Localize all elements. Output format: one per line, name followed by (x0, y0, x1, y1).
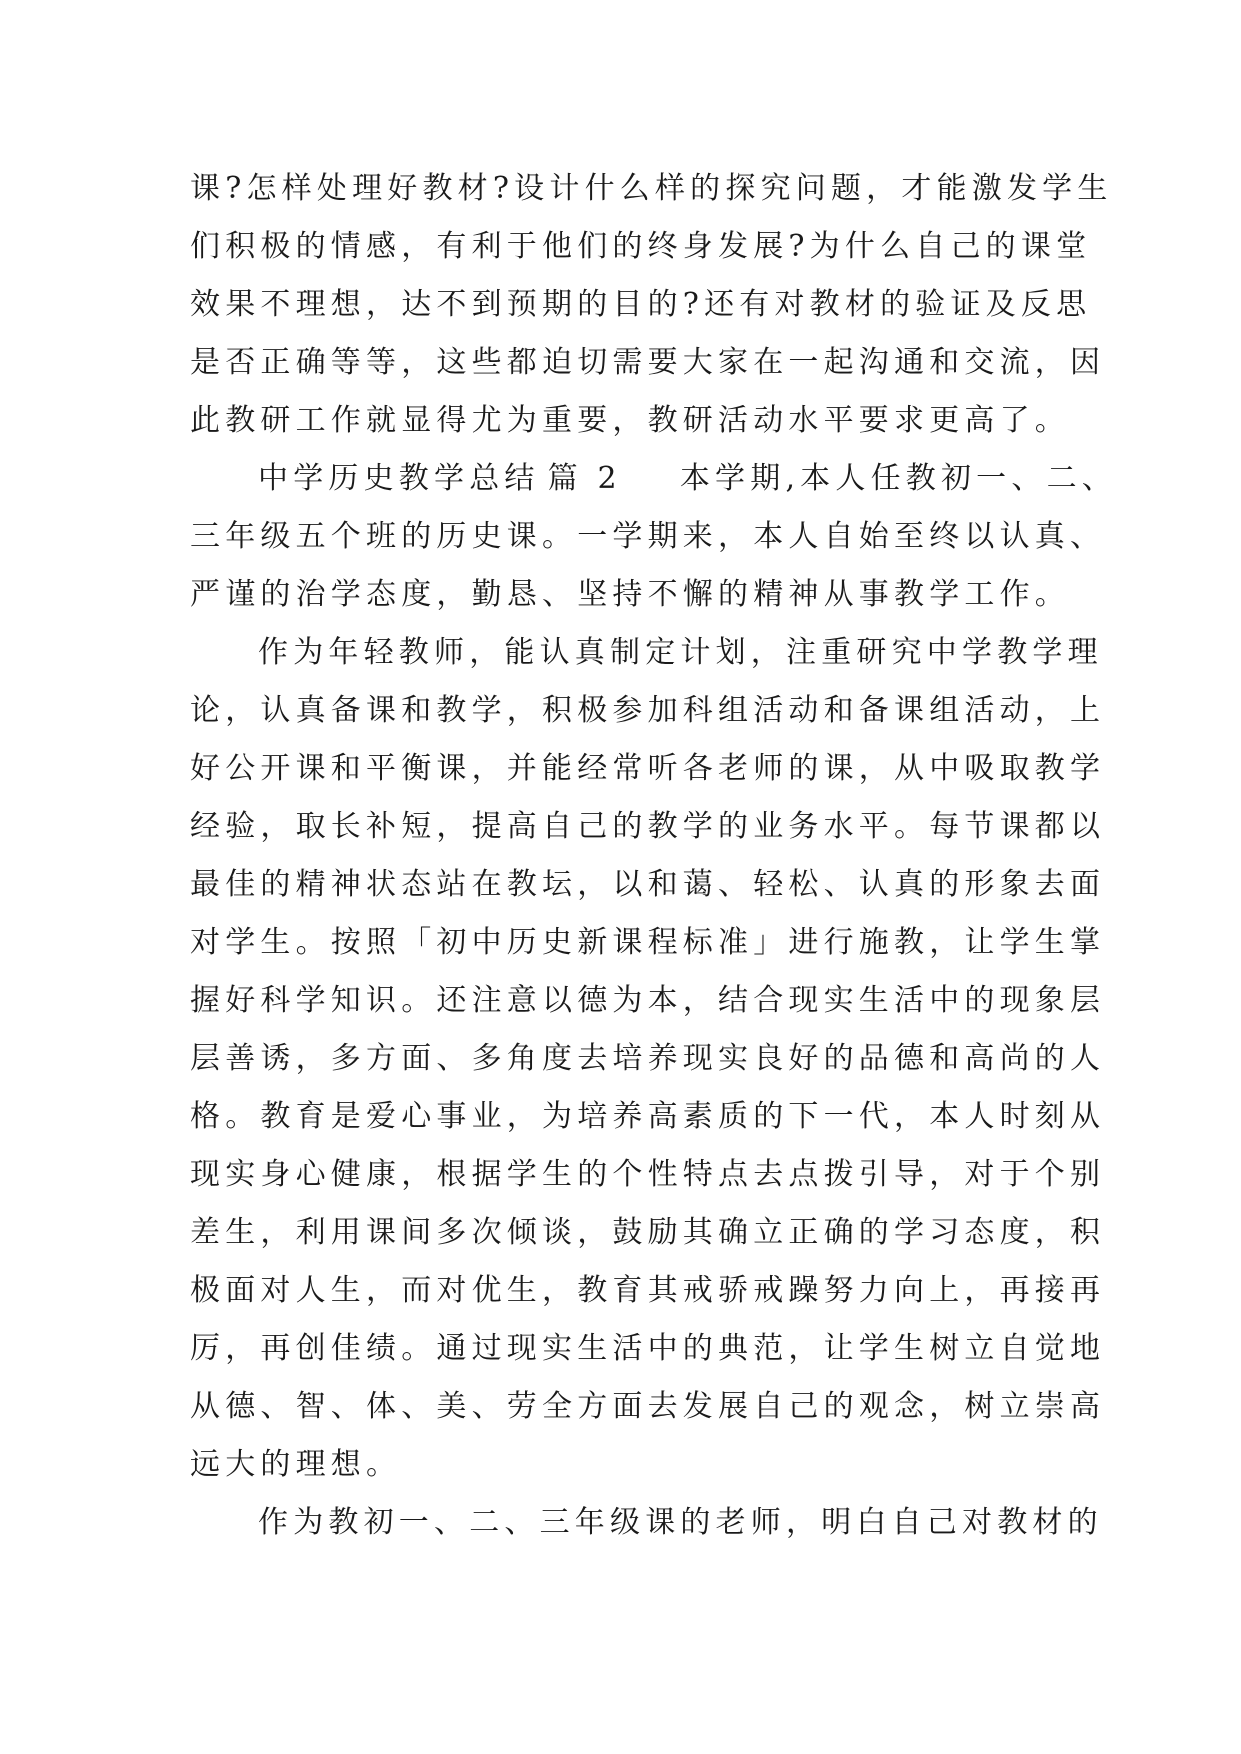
text-line: 们积极的情感，有利于他们的终身发展?为什么自己的课堂 (190, 229, 1092, 264)
text-line: 厉，再创佳绩。通过现实生活中的典范，让学生树立自觉地 (190, 1331, 1106, 1366)
text-line: 经验，取长补短，提高自己的教学的业务水平。每节课都以 (190, 809, 1106, 844)
section-title: 中学历史教学总结 (258, 461, 540, 496)
paragraph (190, 450, 1117, 624)
text-line: 极面对人生，而对优生，教育其戒骄戒躁努力向上，再接再 (190, 1273, 1106, 1308)
paragraph (190, 624, 1106, 1494)
document-page (190, 160, 1117, 1552)
text-line: 格。教育是爱心事业，为培养高素质的下一代，本人时刻从 (190, 1099, 1106, 1134)
text-line: 差生，利用课间多次倾谈，鼓励其确立正确的学习态度，积 (190, 1215, 1106, 1250)
text-line-start: 本学期,本人任教初一、二、 (679, 461, 1117, 496)
text-line: 三年级五个班的历史课。一学期来，本人自始至终以认真、 (190, 519, 1106, 554)
text-line: 好公开课和平衡课，并能经常听各老师的课，从中吸取教学 (190, 751, 1106, 786)
text-line: 对学生。按照「初中历史新课程标准」进行施教，让学生掌 (190, 925, 1106, 960)
text-line: 作为年轻教师，能认真制定计划，注重研究中学教学理 (258, 635, 1103, 670)
text-line: 最佳的精神状态站在教坛，以和蔼、轻松、认真的形象去面 (190, 867, 1106, 902)
paragraph (190, 1494, 1103, 1552)
text-line: 是否正确等等，这些都迫切需要大家在一起沟通和交流，因 (190, 345, 1106, 380)
paragraph (190, 160, 1113, 450)
text-line: 层善诱，多方面、多角度去培养现实良好的品德和高尚的人 (190, 1041, 1106, 1076)
section-part: 篇 2 (547, 461, 622, 496)
heading-line (190, 450, 1117, 508)
text-line: 从德、智、体、美、劳全方面去发展自己的观念，树立崇高 (190, 1389, 1106, 1424)
text-line: 此教研工作就显得尤为重要，教研活动水平要求更高了。 (190, 403, 1070, 438)
text-line: 远大的理想。 (190, 1447, 402, 1482)
text-line: 论，认真备课和教学，积极参加科组活动和备课组活动，上 (190, 693, 1106, 728)
text-line: 握好科学知识。还注意以德为本，结合现实生活中的现象层 (190, 983, 1106, 1018)
text-line: 课?怎样处理好教材?设计什么样的探究问题，才能激发学生 (190, 171, 1113, 206)
text-line: 现实身心健康，根据学生的个性特点去点拨引导，对于个别 (190, 1157, 1106, 1192)
text-line: 效果不理想，达不到预期的目的?还有对教材的验证及反思 (190, 287, 1092, 322)
text-line: 作为教初一、二、三年级课的老师，明白自己对教材的 (258, 1505, 1103, 1540)
text-line: 严谨的治学态度，勤恳、坚持不懈的精神从事教学工作。 (190, 577, 1070, 612)
